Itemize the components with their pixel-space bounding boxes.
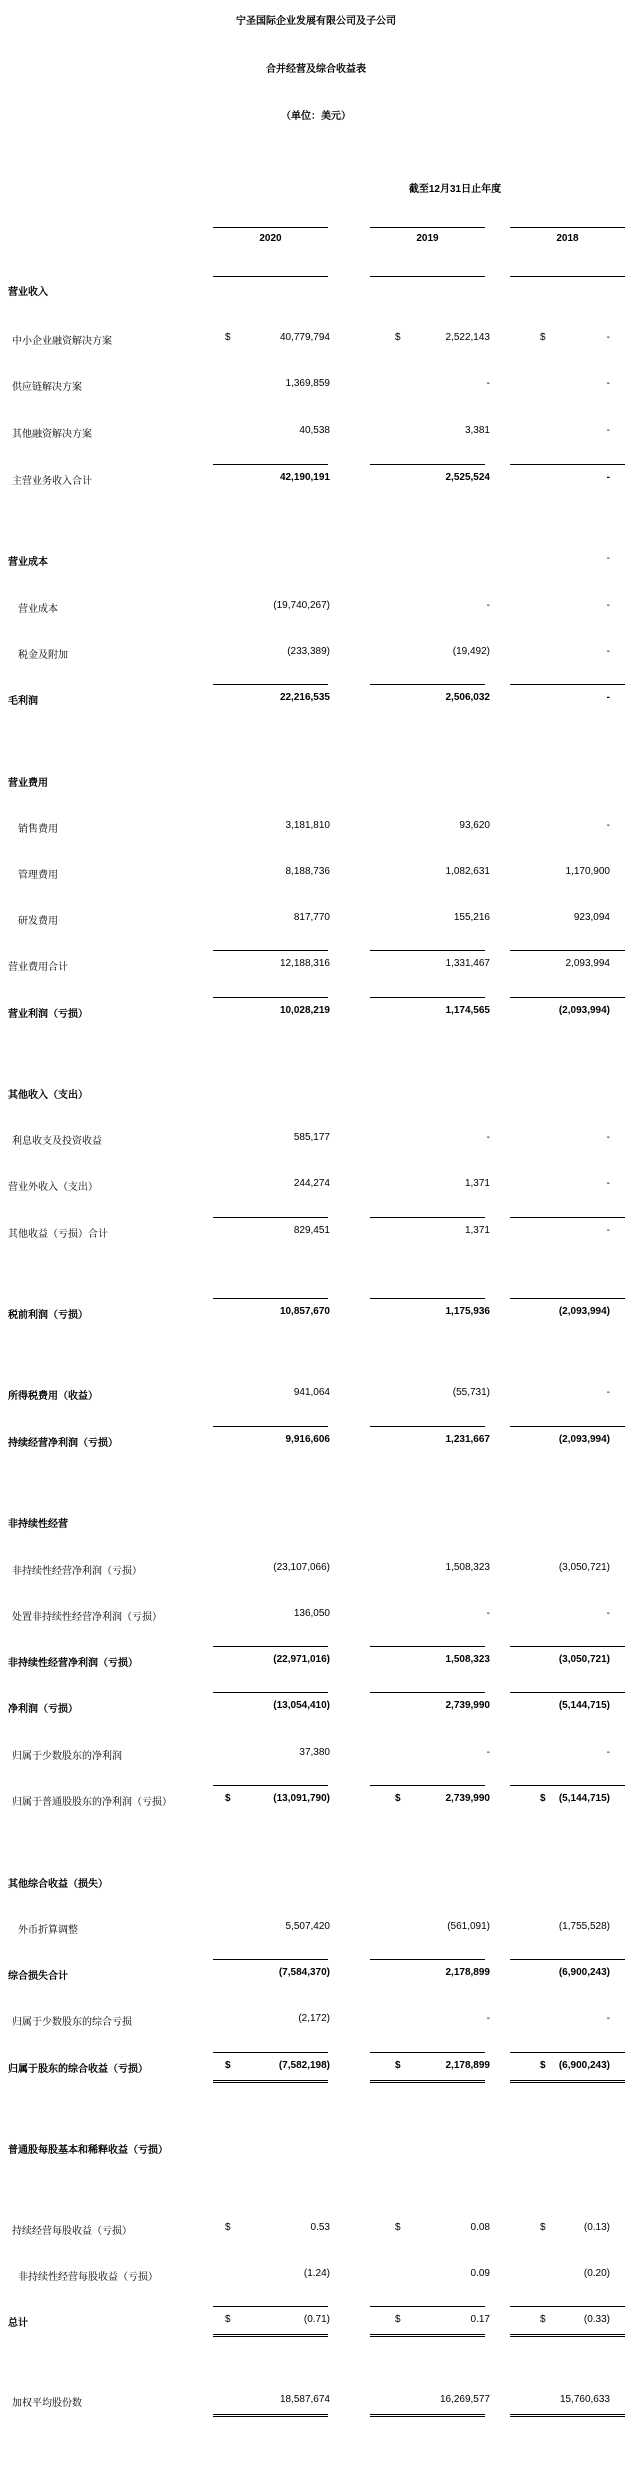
row-value-2019: 2,525,524 xyxy=(445,472,490,483)
row-value-2020: 3,181,810 xyxy=(285,820,330,831)
row-value-2020: (13,054,410) xyxy=(273,1700,330,1711)
row-label: 其他综合收益（损失） xyxy=(8,1879,108,1890)
currency-symbol: $ xyxy=(540,2314,546,2325)
row-label: 其他收益（亏损）合计 xyxy=(8,1229,108,1240)
row-value-2019: 1,082,631 xyxy=(445,866,490,877)
row-value-2019: (561,091) xyxy=(447,1921,490,1932)
row-label: 主营业务收入合计 xyxy=(12,476,92,487)
row-value-2019: 0.08 xyxy=(470,2222,490,2233)
statement-title: 合并经营及综合收益表 xyxy=(266,64,366,75)
double-rule-line xyxy=(213,2334,328,2337)
row-value-2019: - xyxy=(486,2013,490,2024)
row-value-2020: 10,028,219 xyxy=(279,1005,330,1016)
row-value-2018: (0.20) xyxy=(583,2268,610,2279)
currency-symbol: $ xyxy=(225,332,231,343)
rule-line xyxy=(510,950,625,951)
row-value-2020: 0.53 xyxy=(310,2222,330,2233)
row-value-2019: 93,620 xyxy=(459,820,490,831)
rule-line xyxy=(213,684,328,685)
row-value-2020: 22,216,535 xyxy=(279,692,330,703)
row-value-2018: 15,760,633 xyxy=(559,2394,610,2405)
row-label: 总计 xyxy=(8,2318,28,2329)
row-label: 归属于普通股股东的净利润（亏损） xyxy=(12,1797,172,1808)
rule-line xyxy=(213,1217,328,1218)
row-label: 归属于股东的综合收益（亏损） xyxy=(8,2064,148,2075)
year-header-2019: 2019 xyxy=(416,233,439,244)
row-value-2018: (6,900,243) xyxy=(558,2060,610,2071)
row-label: 供应链解决方案 xyxy=(12,382,82,393)
rule-line xyxy=(510,1692,625,1693)
row-value-2019: 0.17 xyxy=(470,2314,490,2325)
row-value-2019: 155,216 xyxy=(453,912,490,923)
row-value-2019: 2,522,143 xyxy=(445,332,490,343)
row-value-2018: (0.33) xyxy=(583,2314,610,2325)
row-value-2019: 1,231,667 xyxy=(445,1434,490,1445)
rule-line xyxy=(510,1646,625,1647)
row-value-2018: - xyxy=(606,1225,610,1236)
row-value-2018: (2,093,994) xyxy=(558,1434,610,1445)
row-value-2020: (2,172) xyxy=(298,2013,330,2024)
rule-line xyxy=(213,1692,328,1693)
row-value-2018: - xyxy=(606,1178,610,1189)
row-value-2019: 1,371 xyxy=(464,1225,490,1236)
row-label: 营业外收入（支出） xyxy=(8,1182,98,1193)
period-label: 截至12月31日止年度 xyxy=(408,184,502,195)
row-label: 销售费用 xyxy=(18,824,58,835)
row-value-2018: - xyxy=(606,332,610,343)
row-value-2020: 585,177 xyxy=(293,1132,330,1143)
unit-label: （单位：美元） xyxy=(281,111,351,122)
row-value-2018: - xyxy=(606,820,610,831)
double-rule-line xyxy=(370,2334,485,2337)
double-rule-line xyxy=(510,2334,625,2337)
row-label: 普通股每股基本和稀释收益（亏损） xyxy=(8,2145,168,2156)
rule-line xyxy=(510,997,625,998)
row-value-2020: 8,188,736 xyxy=(285,866,330,877)
row-value-2018: - xyxy=(606,646,610,657)
row-label: 税前利润（亏损） xyxy=(8,1310,88,1321)
rule-line xyxy=(213,1298,328,1299)
double-rule-line xyxy=(213,2080,328,2083)
row-label: 营业成本 xyxy=(8,557,48,568)
row-value-2018: (2,093,994) xyxy=(558,1306,610,1317)
row-value-2019: 3,381 xyxy=(464,425,490,436)
row-value-2019: 1,371 xyxy=(464,1178,490,1189)
rule-line xyxy=(510,1426,625,1427)
row-value-2019: 1,331,467 xyxy=(445,958,490,969)
row-label: 其他融资解决方案 xyxy=(12,429,92,440)
row-value-2018: - xyxy=(606,1747,610,1758)
row-value-2020: 817,770 xyxy=(293,912,330,923)
rule-line xyxy=(213,1646,328,1647)
row-label: 持续经营每股收益（亏损） xyxy=(12,2226,132,2237)
row-value-2018: (1,755,528) xyxy=(558,1921,610,1932)
row-value-2018: - xyxy=(606,692,610,703)
row-value-2020: 18,587,674 xyxy=(279,2394,330,2405)
rule-line xyxy=(213,1785,328,1786)
row-value-2019: 1,175,936 xyxy=(445,1306,490,1317)
row-value-2020: 42,190,191 xyxy=(279,472,330,483)
row-value-2018: - xyxy=(606,1608,610,1619)
row-value-2019: 2,178,899 xyxy=(445,1967,490,1978)
row-value-2019: 1,174,565 xyxy=(445,1005,490,1016)
rule-line xyxy=(510,1298,625,1299)
row-value-2018: - xyxy=(606,1387,610,1398)
rule-line xyxy=(370,464,485,465)
row-value-2020: (233,389) xyxy=(287,646,330,657)
row-value-2020: 829,451 xyxy=(293,1225,330,1236)
currency-symbol: $ xyxy=(540,1793,546,1804)
row-value-2019: - xyxy=(486,1132,490,1143)
row-value-2019: 1,508,323 xyxy=(445,1654,490,1665)
row-label: 外币折算调整 xyxy=(18,1925,78,1936)
company-name: 宁圣国际企业发展有限公司及子公司 xyxy=(236,16,396,27)
row-value-2019: 16,269,577 xyxy=(439,2394,490,2405)
currency-symbol: $ xyxy=(540,2222,546,2233)
row-label: 研发费用 xyxy=(18,916,58,927)
rule-line xyxy=(510,2306,625,2307)
currency-symbol: $ xyxy=(395,2314,401,2325)
currency-symbol: $ xyxy=(395,332,401,343)
row-value-2020: 40,779,794 xyxy=(279,332,330,343)
row-value-2020: 10,857,670 xyxy=(279,1306,330,1317)
rule-line xyxy=(510,684,625,685)
rule-line xyxy=(213,464,328,465)
rule-line xyxy=(370,684,485,685)
row-value-2020: 40,538 xyxy=(299,425,330,436)
currency-symbol: $ xyxy=(395,2222,401,2233)
row-value-2019: - xyxy=(486,600,490,611)
row-label: 营业费用 xyxy=(8,778,48,789)
rule-line xyxy=(370,1646,485,1647)
row-label: 非持续性经营 xyxy=(8,1519,68,1530)
currency-symbol: $ xyxy=(225,1793,231,1804)
row-value-2020: (0.71) xyxy=(303,2314,330,2325)
row-label: 营业利润（亏损） xyxy=(8,1009,88,1020)
row-value-2019: 2,739,990 xyxy=(445,1700,490,1711)
row-value-2019: - xyxy=(486,1608,490,1619)
row-value-2018: (5,144,715) xyxy=(558,1793,610,1804)
row-value-2019: (19,492) xyxy=(452,646,490,657)
row-value-2020: (7,582,198) xyxy=(278,2060,330,2071)
row-label: 营业收入 xyxy=(8,287,48,298)
row-label: 营业成本 xyxy=(18,604,58,615)
row-label: 非持续性经营净利润（亏损） xyxy=(8,1658,138,1669)
currency-symbol: $ xyxy=(225,2314,231,2325)
row-label: 非持续性经营净利润（亏损） xyxy=(12,1566,142,1577)
row-value-2018: - xyxy=(606,1132,610,1143)
row-value-2019: 0.09 xyxy=(470,2268,490,2279)
row-value-2018: - xyxy=(606,2013,610,2024)
row-value-2018: - xyxy=(606,378,610,389)
row-label: 营业费用合计 xyxy=(8,962,68,973)
double-rule-line xyxy=(370,2414,485,2417)
row-value-2018: - xyxy=(606,553,610,564)
row-label: 税金及附加 xyxy=(18,650,68,661)
rule-line xyxy=(213,997,328,998)
row-label: 处置非持续性经营净利润（亏损） xyxy=(12,1612,162,1623)
row-label: 毛利润 xyxy=(8,696,38,707)
rule-line xyxy=(370,1785,485,1786)
row-value-2018: - xyxy=(606,600,610,611)
rule-line xyxy=(510,1217,625,1218)
row-value-2018: (5,144,715) xyxy=(558,1700,610,1711)
row-value-2020: 1,369,859 xyxy=(285,378,330,389)
row-value-2019: - xyxy=(486,1747,490,1758)
year-header-2018: 2018 xyxy=(556,233,579,244)
row-value-2018: - xyxy=(606,425,610,436)
currency-symbol: $ xyxy=(225,2222,231,2233)
row-value-2019: - xyxy=(486,378,490,389)
currency-symbol: $ xyxy=(540,332,546,343)
rule-line xyxy=(510,1959,625,1960)
rule-line xyxy=(370,1426,485,1427)
row-value-2018: (3,050,721) xyxy=(558,1562,610,1573)
row-value-2020: 12,188,316 xyxy=(279,958,330,969)
row-value-2020: (22,971,016) xyxy=(273,1654,330,1665)
rule-line xyxy=(213,1426,328,1427)
row-label: 持续经营净利润（亏损） xyxy=(8,1438,118,1449)
row-value-2020: (1.24) xyxy=(303,2268,330,2279)
row-value-2020: 941,064 xyxy=(293,1387,330,1398)
row-value-2018: 1,170,900 xyxy=(565,866,610,877)
rule-line xyxy=(370,1692,485,1693)
row-value-2020: (13,091,790) xyxy=(273,1793,330,1804)
row-value-2020: 136,050 xyxy=(293,1608,330,1619)
row-label: 非持续性经营每股收益（亏损） xyxy=(18,2272,158,2283)
rule-line xyxy=(213,2052,328,2053)
row-label: 综合损失合计 xyxy=(8,1971,68,1982)
row-value-2020: 5,507,420 xyxy=(285,1921,330,1932)
rule-line xyxy=(510,464,625,465)
rule-line xyxy=(370,2052,485,2053)
rule-line xyxy=(510,2052,625,2053)
row-value-2019: (55,731) xyxy=(452,1387,490,1398)
currency-symbol: $ xyxy=(225,2060,231,2071)
year-header-2020: 2020 xyxy=(259,233,282,244)
row-label: 中小企业融资解决方案 xyxy=(12,336,112,347)
rule-line xyxy=(213,950,328,951)
row-label: 管理费用 xyxy=(18,870,58,881)
row-value-2020: 9,916,606 xyxy=(285,1434,330,1445)
double-rule-line xyxy=(370,2080,485,2083)
currency-symbol: $ xyxy=(395,1793,401,1804)
double-rule-line xyxy=(510,2414,625,2417)
rule-line xyxy=(370,1298,485,1299)
row-label: 净利润（亏损） xyxy=(8,1704,78,1715)
row-value-2018: (2,093,994) xyxy=(558,1005,610,1016)
row-value-2020: (23,107,066) xyxy=(273,1562,330,1573)
row-value-2018: - xyxy=(606,472,610,483)
row-value-2019: 2,178,899 xyxy=(445,2060,490,2071)
row-label: 其他收入（支出） xyxy=(8,1090,88,1101)
currency-symbol: $ xyxy=(395,2060,401,2071)
row-label: 加权平均股份数 xyxy=(12,2398,82,2409)
rule-line xyxy=(370,997,485,998)
row-value-2020: 244,274 xyxy=(293,1178,330,1189)
row-value-2020: (19,740,267) xyxy=(273,600,330,611)
rule-line xyxy=(510,1785,625,1786)
rule-line xyxy=(370,1959,485,1960)
row-label: 所得税费用（收益） xyxy=(8,1391,98,1402)
double-rule-line xyxy=(510,2080,625,2083)
row-value-2018: (6,900,243) xyxy=(558,1967,610,1978)
double-rule-line xyxy=(213,2414,328,2417)
row-label: 归属于少数股东的综合亏损 xyxy=(12,2017,132,2028)
row-value-2018: (0.13) xyxy=(583,2222,610,2233)
rule-line xyxy=(370,950,485,951)
row-value-2020: (7,584,370) xyxy=(278,1967,330,1978)
row-value-2018: 2,093,994 xyxy=(565,958,610,969)
row-value-2019: 1,508,323 xyxy=(445,1562,490,1573)
rule-line xyxy=(370,1217,485,1218)
row-label: 利息收支及投资收益 xyxy=(12,1136,102,1147)
row-value-2019: 2,739,990 xyxy=(445,1793,490,1804)
rule-line xyxy=(213,2306,328,2307)
rule-line xyxy=(213,1959,328,1960)
row-value-2020: 37,380 xyxy=(299,1747,330,1758)
currency-symbol: $ xyxy=(540,2060,546,2071)
row-value-2018: 923,094 xyxy=(573,912,610,923)
rule-line xyxy=(370,2306,485,2307)
row-value-2018: (3,050,721) xyxy=(558,1654,610,1665)
row-label: 归属于少数股东的净利润 xyxy=(12,1751,122,1762)
row-value-2019: 2,506,032 xyxy=(445,692,490,703)
